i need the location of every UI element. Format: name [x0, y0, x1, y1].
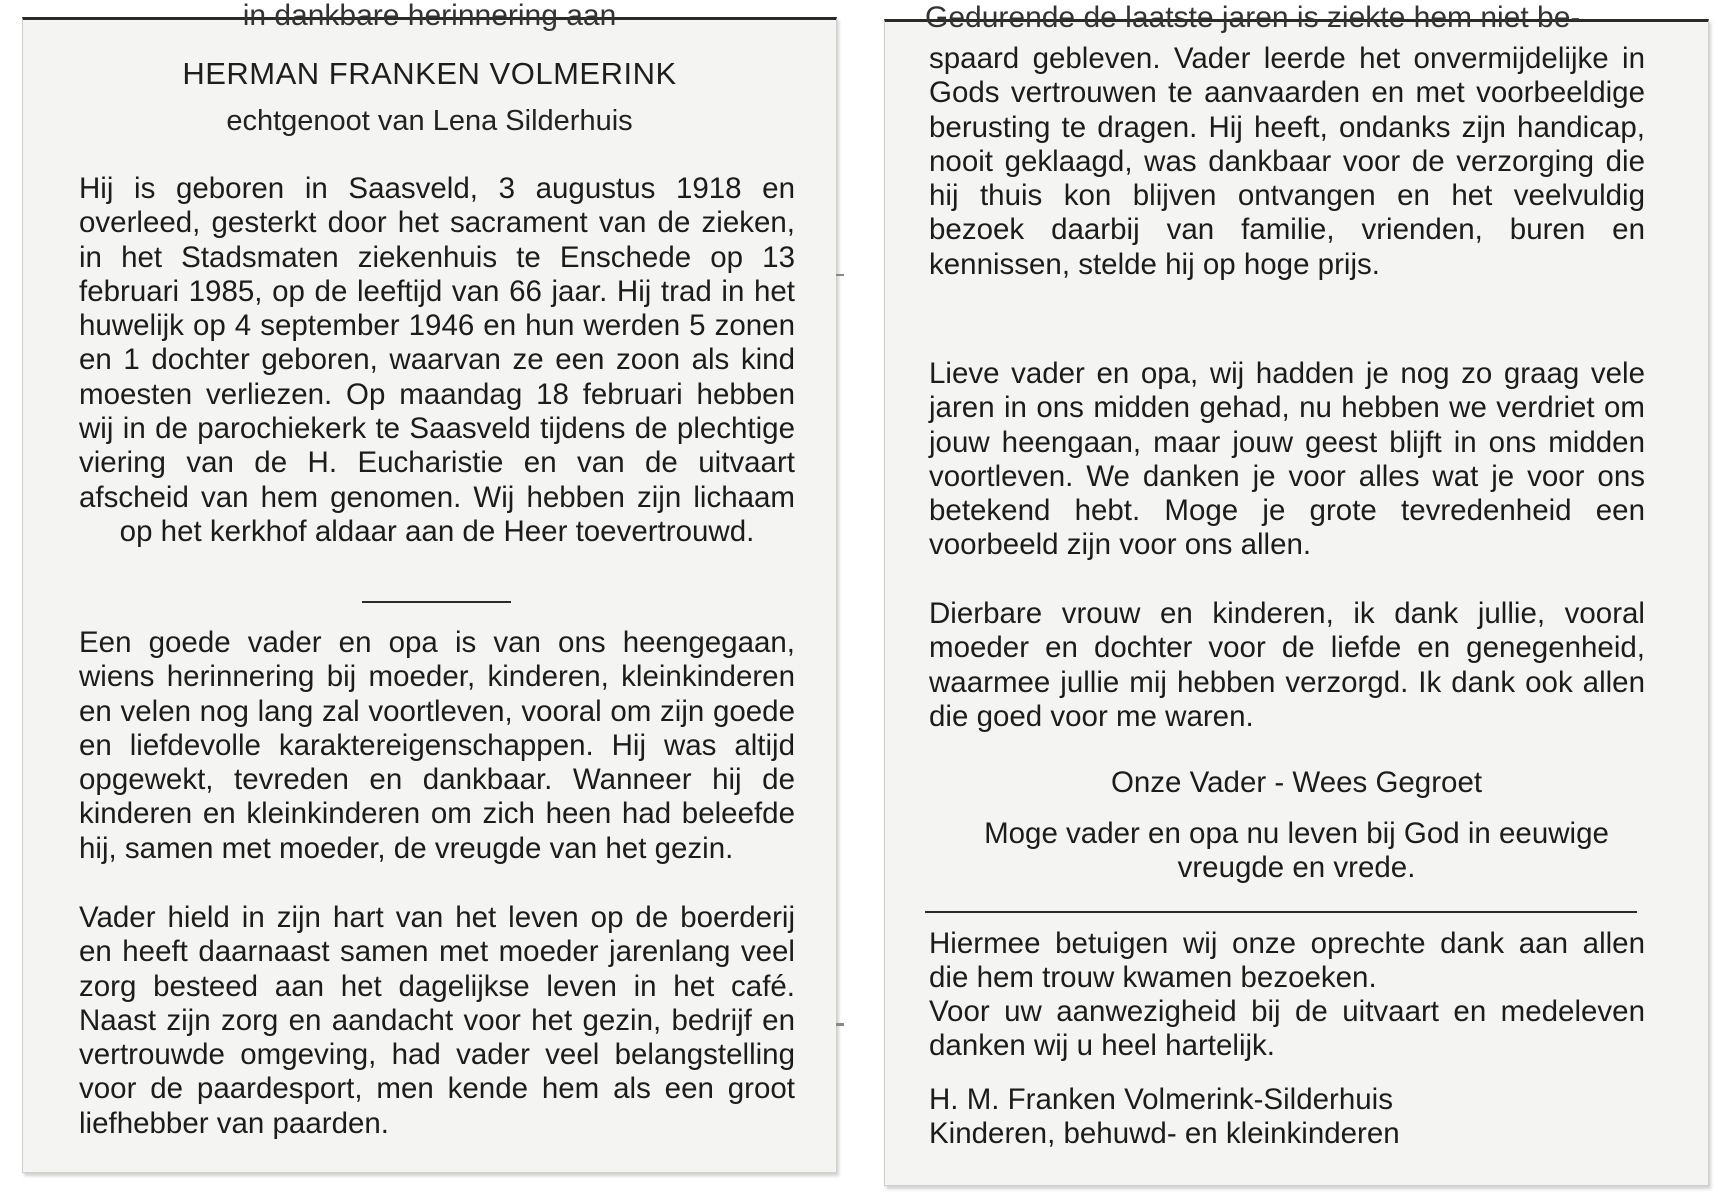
signature-line-1: H. M. Franken Volmerink-Silderhuis: [929, 1083, 1393, 1116]
blessing-line-1: Moge vader en opa nu leven bij God in eeuwige: [984, 817, 1609, 850]
farewell-paragraph: Lieve vader en opa, wij hadden je nog zo graag vele jaren in ons midden gehad, nu hebben we verdriet om jouw heengaan, maar jouw geest blijft in ons midden voortleven. We danken je voor alles wat je voor ons betekend hebt. Moge je grote tevredenheid een voorbeeld zijn voor ons allen.: [929, 357, 1645, 562]
thanks-paragraph-1: Hiermee betuigen wij onze oprechte dank aan allen die hem trouw kwamen bezoeken.: [929, 927, 1645, 995]
edge-mark: [836, 274, 844, 276]
signature-line-2: Kinderen, behuwd- en kleinkinderen: [929, 1117, 1400, 1150]
clipped-continuation-line: Gedurende de laatste jaren is ziekte hem niet be-: [925, 1, 1581, 34]
blessing-line-2: vreugde en vrede.: [1177, 851, 1416, 884]
memorial-card-right: [884, 1, 1709, 1186]
illness-paragraph: spaard gebleven. Vader leerde het onvermijdelijke in Gods vertrouwen te aanvaarden en met voorbeeldige berusting te dragen. Hij heeft, ondanks zijn handicap, nooit geklaagd, was dankbaar voor de verzorging die hij thuis kon blijven ontvangen en het veelvuldig bezoek daarbij van familie, vrienden, buren en kennissen, stelde hij op hoge prijs.: [929, 42, 1645, 281]
deceased-name: HERMAN FRANKEN VOLMERINK: [182, 56, 677, 91]
clipped-intro-line: in dankbare herinnering aan: [242, 0, 617, 32]
edge-mark: [836, 1023, 844, 1026]
biography-paragraph: Hij is geboren in Saasveld, 3 augustus 1918 en overleed, gesterkt door het sacrament van de zieken, in het Stadsmaten ziekenhuis te Enschede op 13 februari 1985, op de leeftijd van 66 jaar. Hij trad in het huwelijk op 4 september 1946 en hun werden 5 zonen en 1 dochter geboren, waarvan ze een zoon als kind moesten verliezen. Op maandag 18 februari hebben wij in de parochiekerk te Saasveld tijdens de plechtige viering van de H. Eucharistie en van de uitvaart afscheid van hem genomen. Wij hebben zijn lichaam op het kerkhof aldaar aan de Heer toevertrouwd.: [79, 172, 795, 548]
memorial-card-left: [22, 0, 837, 1173]
thanks-paragraph-2: Voor uw aanwezigheid bij de uitvaart en medeleven danken wij u heel hartelijk.: [929, 995, 1645, 1063]
prayer-line: Onze Vader - Wees Gegroet: [1110, 766, 1483, 799]
section-divider: [362, 601, 511, 603]
tribute-paragraph-2: Vader hield in zijn hart van het leven op de boerderij en heeft daarnaast samen met moeder jarenlang veel zorg besteed aan het dagelijkse leven in het café. Naast zijn zorg en aandacht voor het gezin, bedrijf en vertrouwde omgeving, had vader veel belangstelling voor de paardesport, men kende hem als een groot liefhebber van paarden.: [79, 901, 795, 1140]
deceased-words-paragraph: Dierbare vrouw en kinderen, ik dank jullie, vooral moeder en dochter voor de liefde en genegenheid, waarmee jullie mij hebben verzorgd. Ik dank ook allen die goed voor me waren.: [929, 597, 1645, 733]
section-divider: [925, 911, 1637, 913]
spouse-line: echtgenoot van Lena Silderhuis: [226, 105, 633, 137]
tribute-paragraph-1: Een goede vader en opa is van ons heengegaan, wiens herinnering bij moeder, kinderen, kleinkinderen en velen nog lang zal voortleven, vooral om zijn goede en liefdevolle karaktereigenschappen. Hij was altijd opgewekt, tevreden en dankbaar. Wanneer hij de kinderen en kleinkinderen om zich heen had beleefde hij, samen met moeder, de vreugde van het gezin.: [79, 626, 795, 865]
